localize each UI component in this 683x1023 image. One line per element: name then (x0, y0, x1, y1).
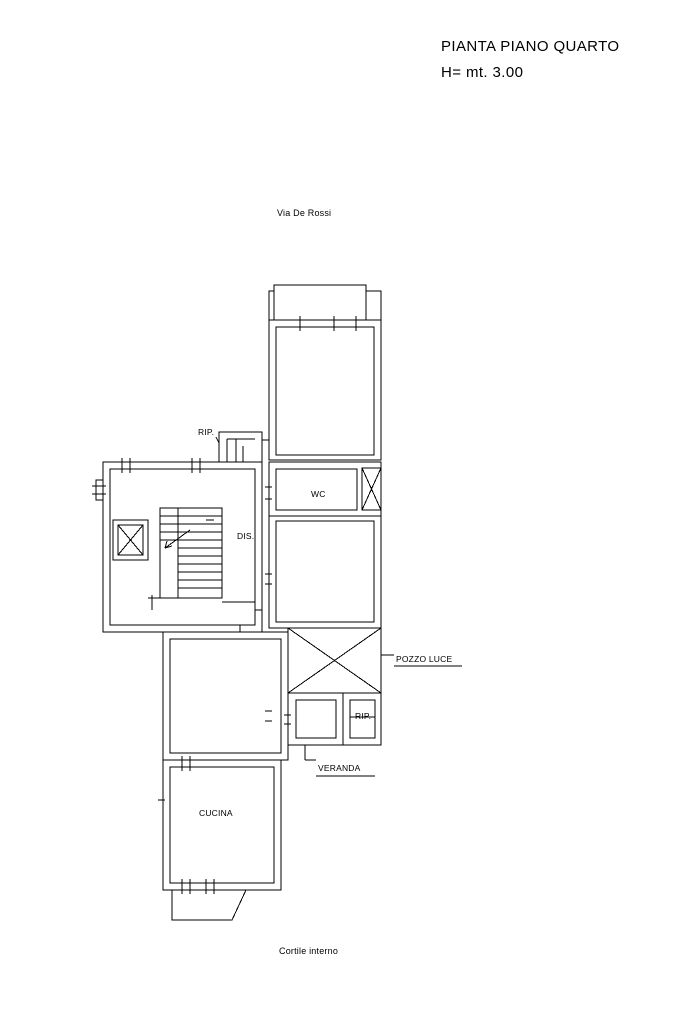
plan-top-balcony (269, 285, 381, 320)
plan-lower-hall (163, 632, 288, 760)
label-street-top: Via De Rossi (277, 208, 332, 218)
plan-label-leaders (216, 437, 462, 776)
ceiling-height-label: H= mt. 3.00 (441, 64, 524, 81)
plan-pozzo-luce (288, 628, 394, 693)
label-rip-bottom: RIP. (355, 711, 372, 721)
label-rip-top: RIP. (198, 427, 215, 437)
plan-stairwell (92, 458, 262, 632)
plan-room-upper (262, 316, 381, 462)
label-courtyard-bottom: Cortile interno (279, 946, 339, 956)
page-title: PIANTA PIANO QUARTO (441, 38, 620, 55)
plan-room-cucina (158, 756, 281, 894)
plan-room-mid (265, 516, 381, 628)
label-dis: DIS. (237, 531, 255, 541)
plan-veranda (284, 693, 381, 760)
plan-rip-top (219, 432, 262, 462)
plan-room-wc (265, 462, 381, 516)
label-wc: WC (311, 489, 326, 499)
label-veranda: VERANDA (318, 763, 361, 773)
label-cucina: CUCINA (199, 808, 233, 818)
label-pozzo-luce: POZZO LUCE (396, 654, 453, 664)
plan-bottom-balcony (172, 890, 246, 920)
